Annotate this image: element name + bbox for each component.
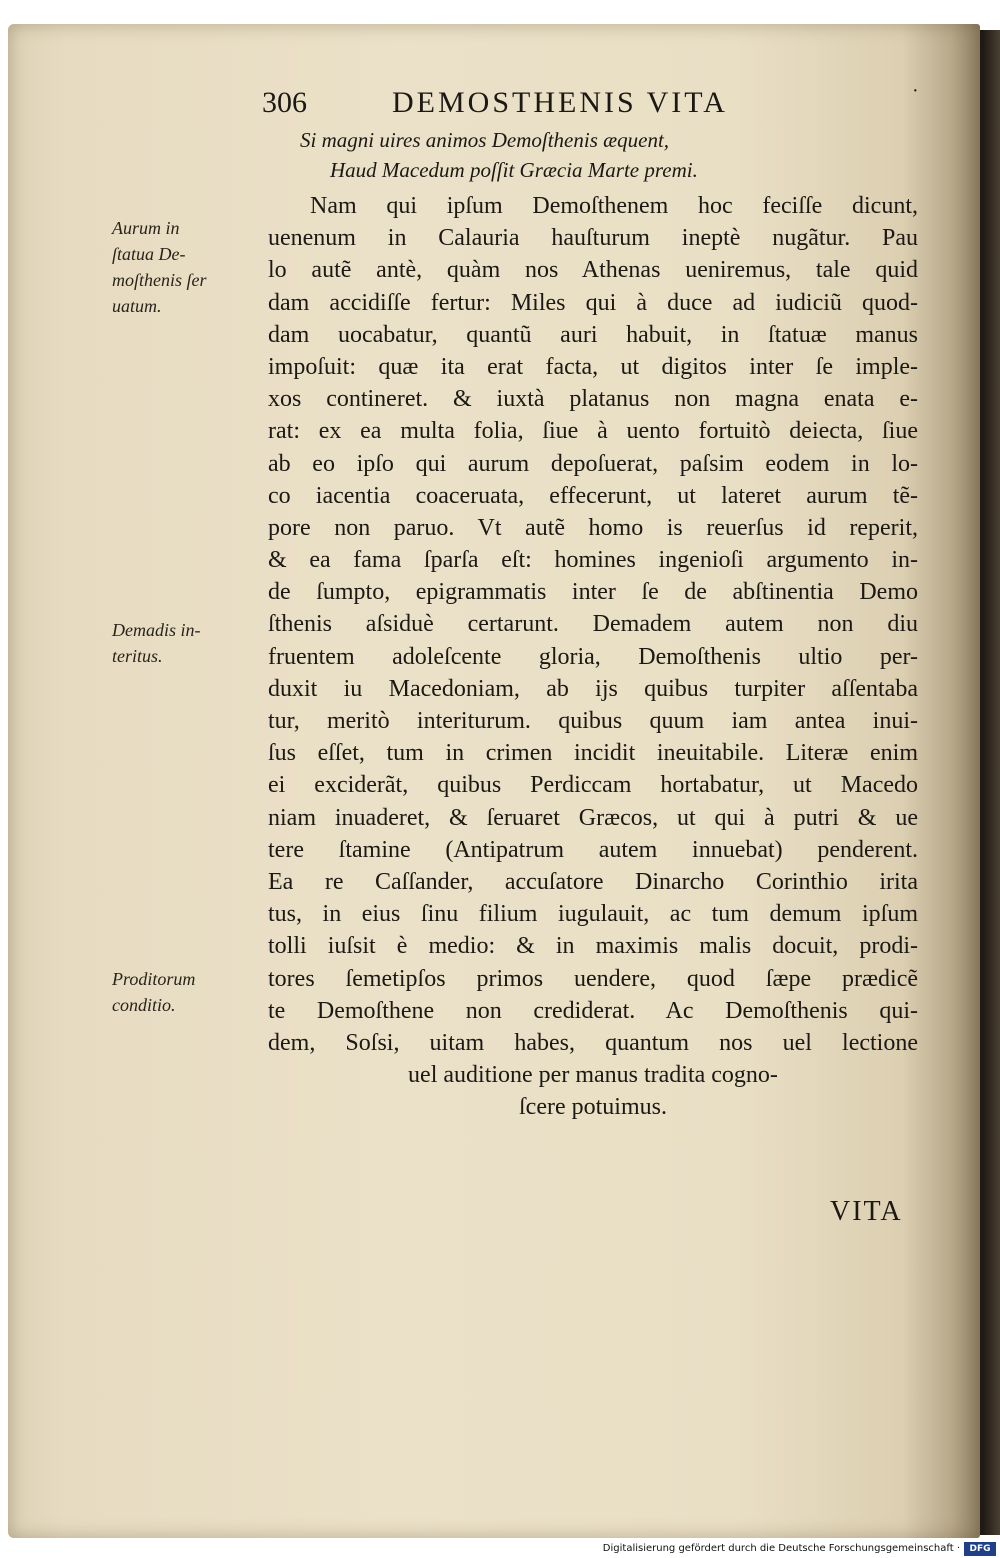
body-line: ſcere potuimus. <box>519 1094 667 1121</box>
body-line: tores ſemetipſos primos uendere, quod ſæpe prædicẽ <box>268 965 918 992</box>
stray-mark: · <box>912 80 922 102</box>
verse-line-1: Si magni uires animos Demoſthenis æquent, <box>300 128 670 152</box>
body-line: tur, meritò interiturum. quibus quum iam antea inui- <box>268 708 918 734</box>
body-line: Ea re Caſſander, accuſatore Dinarcho Corinthio irita <box>268 868 918 895</box>
folio-number: 306 <box>262 86 307 119</box>
body-line: pore non paruo. Vt autẽ homo is reuerſus id reperit, <box>268 514 918 541</box>
body-line: tus, in eius ſinu filium iugulauit, ac tum demum ipſum <box>268 901 918 928</box>
body-line: tere ſtamine (Antipatrum autem innuebat) penderent. <box>268 836 918 863</box>
body-line: dam uocabatur, quantũ auri habuit, in ſtatuæ manus <box>268 321 918 348</box>
body-line: & ea fama ſparſa eſt: homines ingenioſi argumento in- <box>268 547 918 574</box>
verse-line-2: Haud Macedum poſſit Græcia Marte premi. <box>330 158 698 182</box>
funding-credit: Digitalisierung gefördert durch die Deutsche Forschungsgemeinschaft · <box>602 1543 960 1554</box>
dfg-logo[interactable]: DFG <box>964 1542 996 1556</box>
body-line: uel auditione per manus tradita cogno- <box>408 1062 778 1089</box>
body-line: co iacentia coaceruata, effecerunt, ut lateret aurum tẽ- <box>268 482 918 509</box>
margin-note-aurum <box>112 215 262 319</box>
margin-note-line: teritus. <box>112 646 163 666</box>
body-line: rat: ex ea multa folia, ſiue à uento fortuitò deiecta, ſiue <box>268 418 918 445</box>
body-line: ſthenis aſsiduè certarunt. Demadem autem non diu <box>268 611 918 638</box>
body-line: duxit iu Macedoniam, ab ijs quibus turpiter aſſentaba <box>268 675 918 702</box>
body-line: ab eo ipſo qui aurum depoſuerat, paſsim eodem in lo- <box>268 450 918 477</box>
body-line: de ſumpto, epigrammatis inter ſe de abſtinentia Demo <box>268 579 918 606</box>
margin-note-line: Demadis in- <box>112 620 201 640</box>
body-line: tolli iuſsit è medio: & in maximis malis docuit, prodi- <box>268 933 918 960</box>
body-line: te Demoſthene non crediderat. Ac Demoſthenis qui- <box>268 997 918 1024</box>
margin-note-demadis <box>112 617 262 669</box>
body-line: impoſuit: quæ ita erat facta, ut digitos inter ſe imple- <box>268 353 918 380</box>
margin-note-line: Aurum in <box>112 218 180 238</box>
margin-note-line: Proditorum <box>112 969 196 989</box>
body-line: dem, Soſsi, uitam habes, quantum nos uel lectione <box>268 1029 918 1056</box>
running-title: DEMOSTHENIS VITA <box>392 86 728 119</box>
margin-note-line: moſthenis ſer <box>112 270 207 290</box>
body-line: Nam qui ipſum Demoſthenem hoc feciſſe dicunt, <box>310 193 918 219</box>
margin-note-proditorum <box>112 966 262 1018</box>
margin-note-line: ſtatua De- <box>112 244 186 264</box>
margin-note-line: uatum. <box>112 296 162 316</box>
body-line: ei exciderãt, quibus Perdiccam hortabatur, ut Macedo <box>268 772 918 799</box>
catchword: VITA <box>830 1196 903 1227</box>
body-line: dam accidiſſe fertur: Miles qui à duce ad iudiciũ quod- <box>268 289 918 316</box>
body-line: fruentem adoleſcente gloria, Demoſthenis ultio per- <box>268 643 918 670</box>
body-line: lo autẽ antè, quàm nos Athenas ueniremus, tale quid <box>268 257 918 284</box>
margin-note-line: conditio. <box>112 995 176 1015</box>
body-line: uenenum in Calauria hauſturum ineptè nugãtur. Pau <box>268 225 918 252</box>
page-header <box>262 80 922 126</box>
body-line: niam inuaderet, & ſeruaret Græcos, ut qui à putri & ue <box>268 804 918 831</box>
body-text <box>268 190 918 1123</box>
funding-footer <box>0 1540 1000 1558</box>
body-line: xos contineret. & iuxtà platanus non magna enata e- <box>268 386 918 413</box>
body-line: ſus eſſet, tum in crimen incidit ineuitabile. Literæ enim <box>268 740 918 767</box>
